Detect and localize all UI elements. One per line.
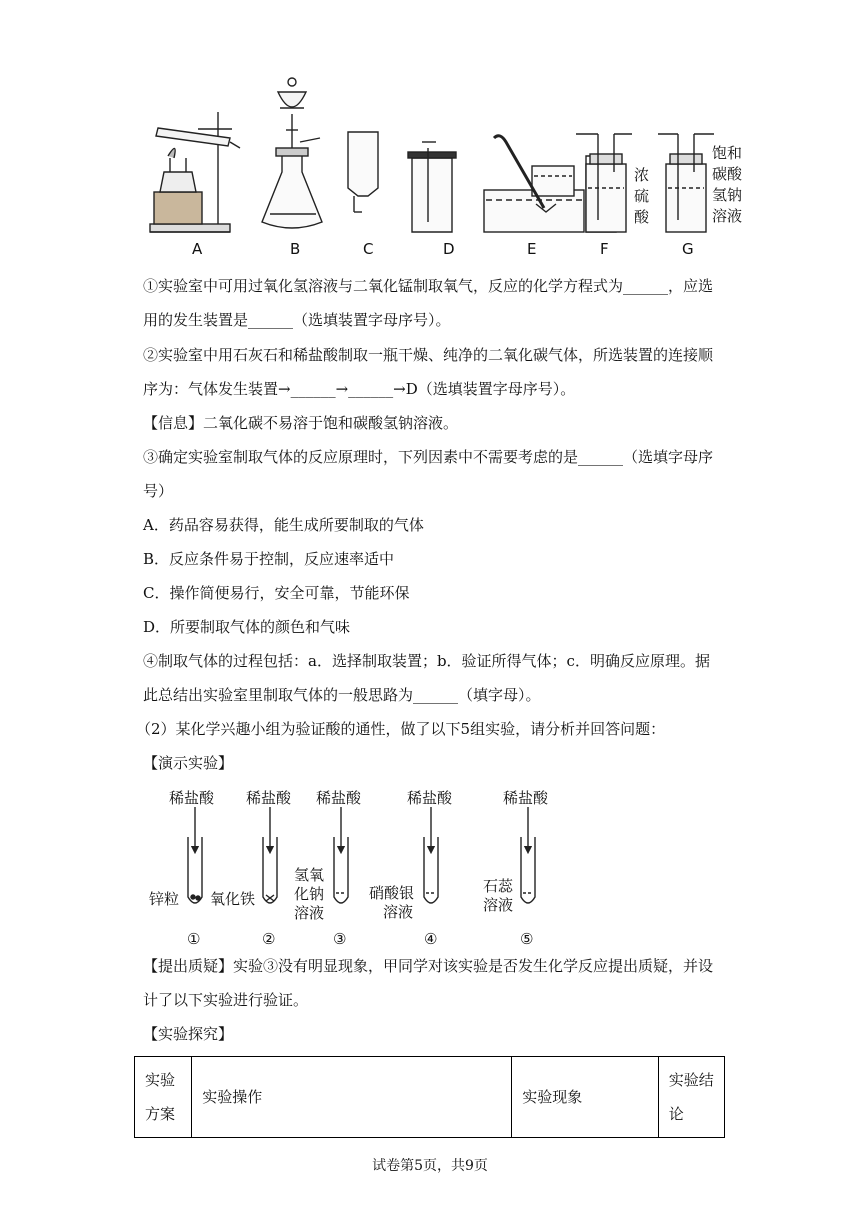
tube-number-2: ② <box>262 930 276 948</box>
option-a: A．药品容易获得，能生成所要制取的气体 <box>143 516 424 534</box>
tube-4-content: 硝酸银 溶液 <box>369 884 415 921</box>
apparatus-label-c: C <box>363 240 374 258</box>
apparatus-figure <box>140 72 760 262</box>
acid-label-5: 稀盐酸 <box>503 789 549 807</box>
q1-part4-line1: ④制取气体的过程包括：a．选择制取装置；b．验证所得气体；c．明确反应原理。据 <box>143 652 710 670</box>
doubt-line1: 【提出质疑】实验③没有明显现象，甲同学对该实验是否发生化学反应提出质疑，并设 <box>143 957 714 975</box>
table-header-row <box>135 1057 725 1138</box>
header-phenomenon: 实验现象 <box>512 1057 658 1138</box>
tube-number-1: ① <box>187 930 201 948</box>
tube-5-content: 石蕊 溶液 <box>483 877 514 914</box>
info-note: 【信息】二氧化碳不易溶于饱和碳酸氢钠溶液。 <box>143 414 459 432</box>
q1-part2-line2: 序为：气体发生装置→______→______→D（选填装置字母序号）。 <box>143 380 576 398</box>
q1-part1-line2: 用的发生装置是______（选填装置字母序号）。 <box>143 311 451 329</box>
apparatus-drawing <box>140 72 760 262</box>
tube-3-content: 氢氧 化钠 溶液 <box>294 866 325 922</box>
acid-label-2: 稀盐酸 <box>246 789 292 807</box>
doubt-line2: 计了以下实验进行验证。 <box>143 991 309 1009</box>
option-d: D．所要制取气体的颜色和气味 <box>143 618 351 636</box>
apparatus-b <box>262 78 322 228</box>
explore-title: 【实验探究】 <box>143 1025 234 1043</box>
option-b: B．反应条件易于控制，反应速率适中 <box>143 550 395 568</box>
demo-figure <box>150 785 570 950</box>
apparatus-label-e: E <box>527 240 537 258</box>
header-scheme: 实验 方案 <box>135 1057 192 1138</box>
acid-label-4: 稀盐酸 <box>407 789 453 807</box>
tube-number-5: ⑤ <box>520 930 534 948</box>
g-reagent-label: 饱和 碳酸 氢钠 溶液 <box>712 144 743 225</box>
q1-part3-line2: 号） <box>143 482 174 500</box>
acid-label-1: 稀盐酸 <box>169 789 215 807</box>
tube-3 <box>334 807 348 903</box>
apparatus-label-f: F <box>600 240 609 258</box>
acid-label-3: 稀盐酸 <box>316 789 362 807</box>
q2-intro: （2）某化学兴趣小组为验证酸的通性，做了以下5组实验，请分析并回答问题： <box>136 720 666 738</box>
demo-title: 【演示实验】 <box>143 754 234 772</box>
test-tubes-drawing <box>150 785 570 950</box>
q1-part3-line1: ③确定实验室制取气体的反应原理时，下列因素中不需要考虑的是______（选填字母序 <box>143 448 714 466</box>
header-operation: 实验操作 <box>192 1057 512 1138</box>
apparatus-g <box>658 134 714 232</box>
apparatus-d <box>408 142 456 232</box>
apparatus-c <box>348 132 378 212</box>
tube-4 <box>424 807 438 903</box>
tube-1-content: 锌粒 <box>149 890 180 908</box>
q1-part1-line1: ①实验室中可用过氧化氢溶液与二氧化锰制取氧气，反应的化学方程式为______，应选 <box>143 277 714 295</box>
option-c: C．操作简便易行，安全可靠，节能环保 <box>143 584 410 602</box>
tube-number-3: ③ <box>333 930 347 948</box>
q1-part2-line1: ②实验室中用石灰石和稀盐酸制取一瓶干燥、纯净的二氧化碳气体，所选装置的连接顺 <box>143 346 714 364</box>
tube-2-content: 氧化铁 <box>210 890 256 908</box>
experiment-table <box>134 1056 725 1138</box>
q1-part4-line2: 此总结出实验室里制取气体的一般思路为______（填字母）。 <box>143 686 541 704</box>
apparatus-a <box>150 112 240 232</box>
apparatus-label-a: A <box>192 240 203 258</box>
tube-number-4: ④ <box>424 930 438 948</box>
f-reagent-label: 浓 硫 酸 <box>634 166 650 226</box>
header-conclusion: 实验结 论 <box>658 1057 724 1138</box>
tube-5 <box>521 807 535 903</box>
tube-1 <box>188 807 202 903</box>
apparatus-label-b: B <box>290 240 301 258</box>
apparatus-label-d: D <box>443 240 455 258</box>
apparatus-e <box>484 136 584 232</box>
tube-2 <box>263 807 277 903</box>
page-footer: 试卷第5页，共9页 <box>372 1158 488 1174</box>
apparatus-label-g: G <box>682 240 694 258</box>
